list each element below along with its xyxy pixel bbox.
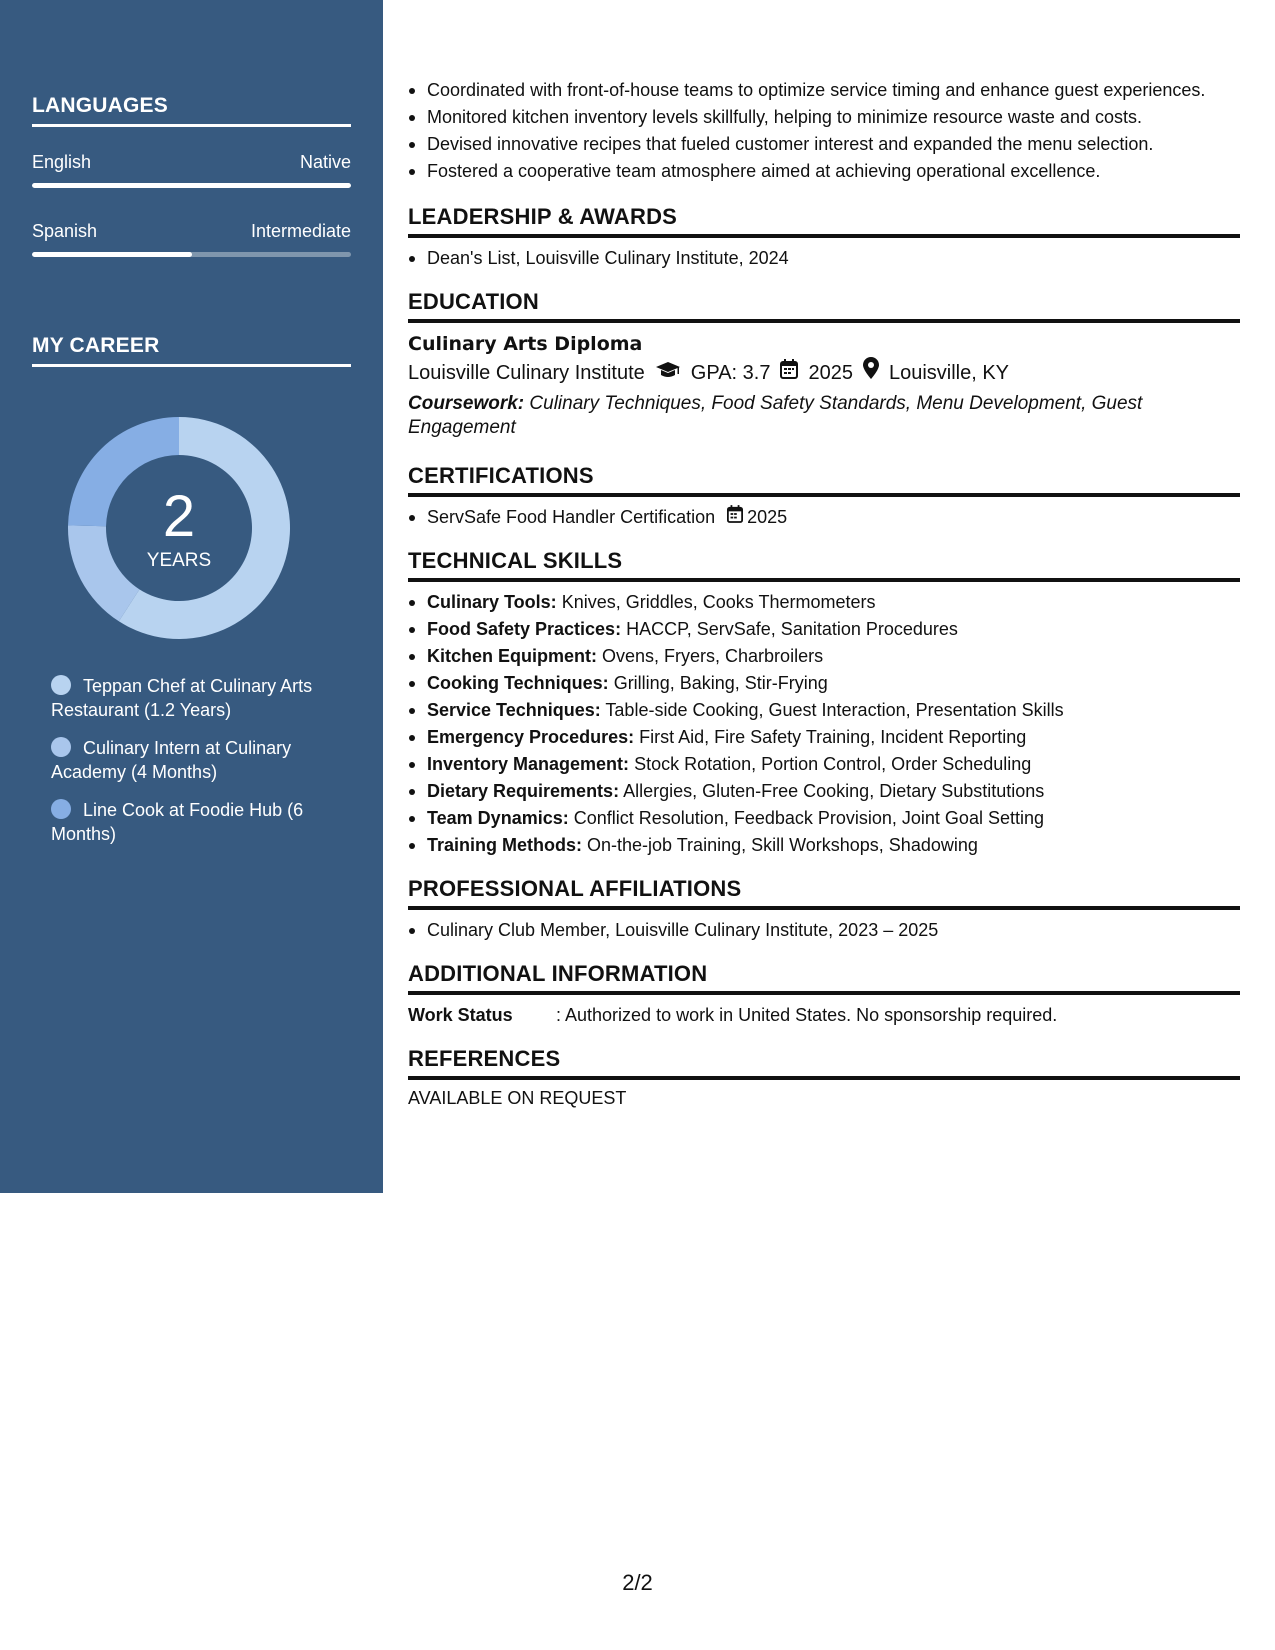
skill-label: Food Safety Practices: — [427, 619, 622, 639]
skill-value: HACCP, ServSafe, Sanitation Procedures — [626, 619, 958, 639]
technical-skills-heading: TECHNICAL SKILLS — [408, 547, 1240, 582]
language-level: Native — [299, 152, 351, 172]
skill-item — [408, 779, 1240, 803]
language-name: Spanish — [32, 221, 98, 241]
language-bar-spanish — [32, 252, 351, 257]
language-bar-fill — [32, 252, 192, 257]
calendar-icon — [727, 505, 743, 529]
language-row-spanish — [32, 221, 351, 242]
experience-bullet: Monitored kitchen inventory levels skillfully, helping to minimize resource waste and costs. — [408, 105, 1240, 129]
skill-value: First Aid, Fire Safety Training, Incident Reporting — [639, 727, 1027, 747]
skill-item — [408, 833, 1240, 857]
technical-skills-list — [408, 590, 1240, 857]
certifications-list — [408, 505, 1240, 529]
skill-label: Cooking Techniques: — [427, 673, 609, 693]
skill-label: Emergency Procedures: — [427, 727, 635, 747]
languages-heading: LANGUAGES — [32, 94, 351, 127]
skill-value: Allergies, Gluten-Free Cooking, Dietary Substitutions — [623, 781, 1045, 801]
language-row-english — [32, 152, 351, 173]
degree-title: Culinary Arts Diploma — [408, 333, 643, 355]
gpa: GPA: 3.7 — [690, 361, 771, 384]
additional-info-heading: ADDITIONAL INFORMATION — [408, 960, 1240, 995]
affiliation-item: Culinary Club Member, Louisville Culinary Institute, 2023 – 2025 — [408, 918, 1240, 942]
education-heading: EDUCATION — [408, 288, 1240, 323]
career-heading: MY CAREER — [32, 334, 351, 367]
skill-label: Inventory Management: — [427, 754, 630, 774]
career-legend-item — [51, 798, 341, 846]
certification-item — [408, 505, 1240, 529]
page-number: 2/2 — [622, 1570, 653, 1595]
certification-year: 2025 — [747, 507, 788, 527]
skill-item — [408, 590, 1240, 614]
graduation-year: 2025 — [808, 361, 853, 384]
affiliations-heading: PROFESSIONAL AFFILIATIONS — [408, 875, 1240, 910]
skill-value: Conflict Resolution, Feedback Provision, Joint Goal Setting — [573, 808, 1044, 828]
skill-value: Ovens, Fryers, Charbroilers — [602, 646, 824, 666]
skill-label: Training Methods: — [427, 835, 582, 855]
school-name: Louisville Culinary Institute — [408, 361, 645, 384]
experience-bullets — [408, 78, 1240, 183]
skill-item — [408, 752, 1240, 776]
language-bar-fill — [32, 183, 351, 188]
education-location: Louisville, KY — [888, 361, 1010, 384]
language-name: English — [32, 152, 92, 172]
education-entry — [408, 331, 1240, 440]
map-pin-icon — [863, 357, 879, 388]
coursework-text: Culinary Techniques, Food Safety Standards, Menu Development, Guest Engagement — [408, 393, 1143, 438]
leadership-heading: LEADERSHIP & AWARDS — [408, 203, 1240, 238]
legend-dot-icon — [51, 675, 71, 695]
career-legend-text: Teppan Chef at Culinary Arts Restaurant (1.2 Years) — [51, 676, 313, 720]
skill-value: Knives, Griddles, Cooks Thermometers — [561, 592, 876, 612]
legend-dot-icon — [51, 799, 71, 819]
leadership-list — [408, 246, 1240, 270]
skill-item — [408, 698, 1240, 722]
career-total-unit: YEARS — [146, 550, 212, 571]
skill-label: Team Dynamics: — [427, 808, 569, 828]
leadership-item: Dean's List, Louisville Culinary Institute, 2024 — [408, 246, 1240, 270]
experience-bullet: Devised innovative recipes that fueled customer interest and expanded the menu selection. — [408, 132, 1240, 156]
calendar-icon — [780, 358, 798, 388]
skill-value: Grilling, Baking, Stir-Frying — [613, 673, 828, 693]
main-content — [408, 78, 1240, 1109]
work-status-value: : Authorized to work in United States. No sponsorship required. — [556, 1005, 1058, 1025]
career-legend-item — [51, 674, 341, 722]
skill-item — [408, 671, 1240, 695]
references-text: AVAILABLE ON REQUEST — [408, 1088, 627, 1108]
language-bar-english — [32, 183, 351, 188]
certification-name: ServSafe Food Handler Certification — [427, 507, 716, 527]
skill-item — [408, 725, 1240, 749]
skill-value: Stock Rotation, Portion Control, Order Scheduling — [634, 754, 1032, 774]
skill-value: On-the-job Training, Skill Workshops, Shadowing — [587, 835, 978, 855]
coursework-label: Coursework: — [408, 393, 525, 414]
skill-label: Dietary Requirements: — [427, 781, 620, 801]
skill-label: Kitchen Equipment: — [427, 646, 597, 666]
skill-label: Service Techniques: — [427, 700, 601, 720]
coursework — [408, 392, 1240, 440]
experience-bullet: Coordinated with front-of-house teams to optimize service timing and enhance guest experiences. — [408, 78, 1240, 102]
skill-label: Culinary Tools: — [427, 592, 557, 612]
career-legend-text: Line Cook at Foodie Hub (6 Months) — [51, 800, 304, 844]
career-legend-item — [51, 736, 341, 784]
education-details — [408, 357, 1240, 388]
sidebar — [0, 0, 383, 1193]
skill-item — [408, 806, 1240, 830]
skill-item — [408, 644, 1240, 668]
skill-value: Table-side Cooking, Guest Interaction, Presentation Skills — [605, 700, 1064, 720]
career-total-years: 2 — [162, 484, 196, 549]
references-heading: REFERENCES — [408, 1045, 1240, 1080]
language-level: Intermediate — [250, 221, 351, 241]
affiliations-list — [408, 918, 1240, 942]
certifications-heading: CERTIFICATIONS — [408, 462, 1240, 497]
legend-dot-icon — [51, 737, 71, 757]
graduation-cap-icon — [655, 358, 681, 388]
work-status-label: Work Status — [408, 1005, 513, 1025]
skill-item — [408, 617, 1240, 641]
work-status-row — [408, 1003, 1240, 1027]
experience-bullet: Fostered a cooperative team atmosphere aimed at achieving operational excellence. — [408, 159, 1240, 183]
career-legend-text: Culinary Intern at Culinary Academy (4 Months) — [51, 738, 292, 782]
